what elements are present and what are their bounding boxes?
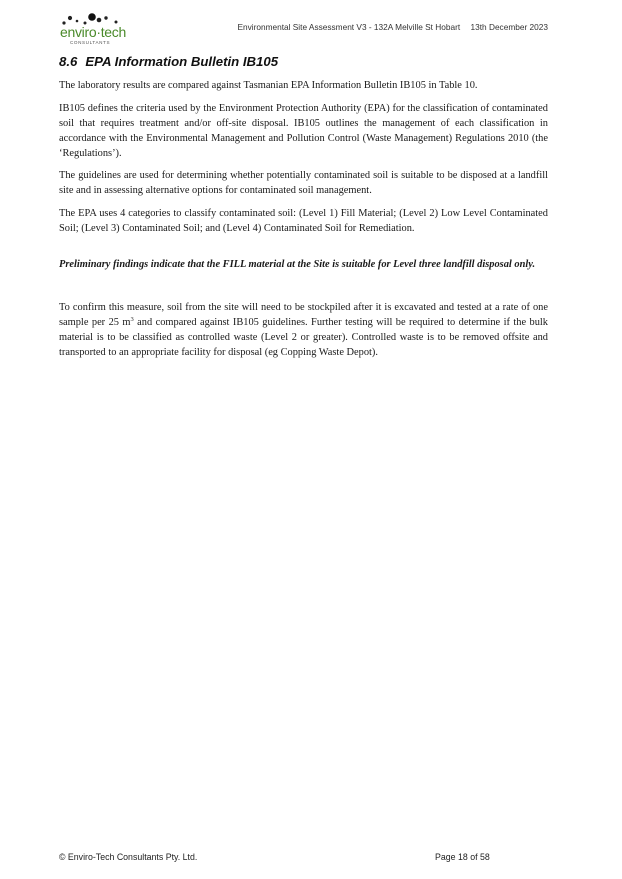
company-logo bbox=[58, 12, 130, 46]
confirmation-text-b: and compared against IB105 guidelines. Further testing will be required to determine if the bulk material is to be classified as controlled waste (Level 2 or greater). Controlled waste is to be removed offsite and transported to an appropriate facility for disposal (eg Copping Waste Depot). bbox=[59, 316, 548, 358]
paragraph-guidelines: The guidelines are used for determining whether potentially contaminated soil is suitable to be disposed at a landfill site and in assessing alternative options for contaminated soil management. bbox=[59, 170, 548, 196]
footer-company: © Enviro-Tech Consultants Pty. Ltd. bbox=[59, 852, 198, 862]
confirmation-text-a: To confirm this measure, soil from the site will need to be stockpiled after it is excavated and tested at a rate of one sample per 25 m bbox=[59, 301, 548, 328]
footer-page-number: Page 18 of 58 bbox=[435, 852, 490, 862]
paragraph-confirmation bbox=[59, 300, 548, 360]
paragraph-intro: The laboratory results are compared against Tasmanian EPA Information Bulletin IB105 in Table 10. bbox=[59, 80, 478, 91]
paragraph-ib105-definition: IB105 defines the criteria used by the Environment Protection Authority (EPA) for the classification of contaminated soil that requires treatment and/or off-site disposal. IB105 outlines the management of each classification in accordance with the Environmental Management and Pollution Control (Waste Management) Regulations 2010 (the ‘Regulations’). bbox=[59, 102, 548, 159]
preliminary-finding: Preliminary findings indicate that the FILL material at the Site is suitable for Level three landfill disposal only. bbox=[59, 258, 536, 270]
logo-wordmark: enviro·tech bbox=[60, 24, 126, 40]
section-number: 8.6 bbox=[59, 54, 78, 69]
superscript-cubed: 3 bbox=[130, 315, 134, 323]
section-title: EPA Information Bulletin IB105 bbox=[85, 54, 279, 69]
page-header bbox=[237, 22, 548, 32]
document-date: 13th December 2023 bbox=[470, 22, 548, 32]
body-content bbox=[59, 78, 548, 367]
document-title: Environmental Site Assessment V3 - 132A Melville St Hobart bbox=[237, 22, 461, 32]
paragraph-categories: The EPA uses 4 categories to classify contaminated soil: (Level 1) Fill Material; (Level 2) Low Level Contaminated Soil; (Level 3) Contaminated Soil; and (Level 4) Contaminated Soil for Remediation. bbox=[59, 207, 548, 234]
section-heading bbox=[59, 54, 278, 69]
logo-subtitle: CONSULTANTS bbox=[70, 40, 111, 45]
